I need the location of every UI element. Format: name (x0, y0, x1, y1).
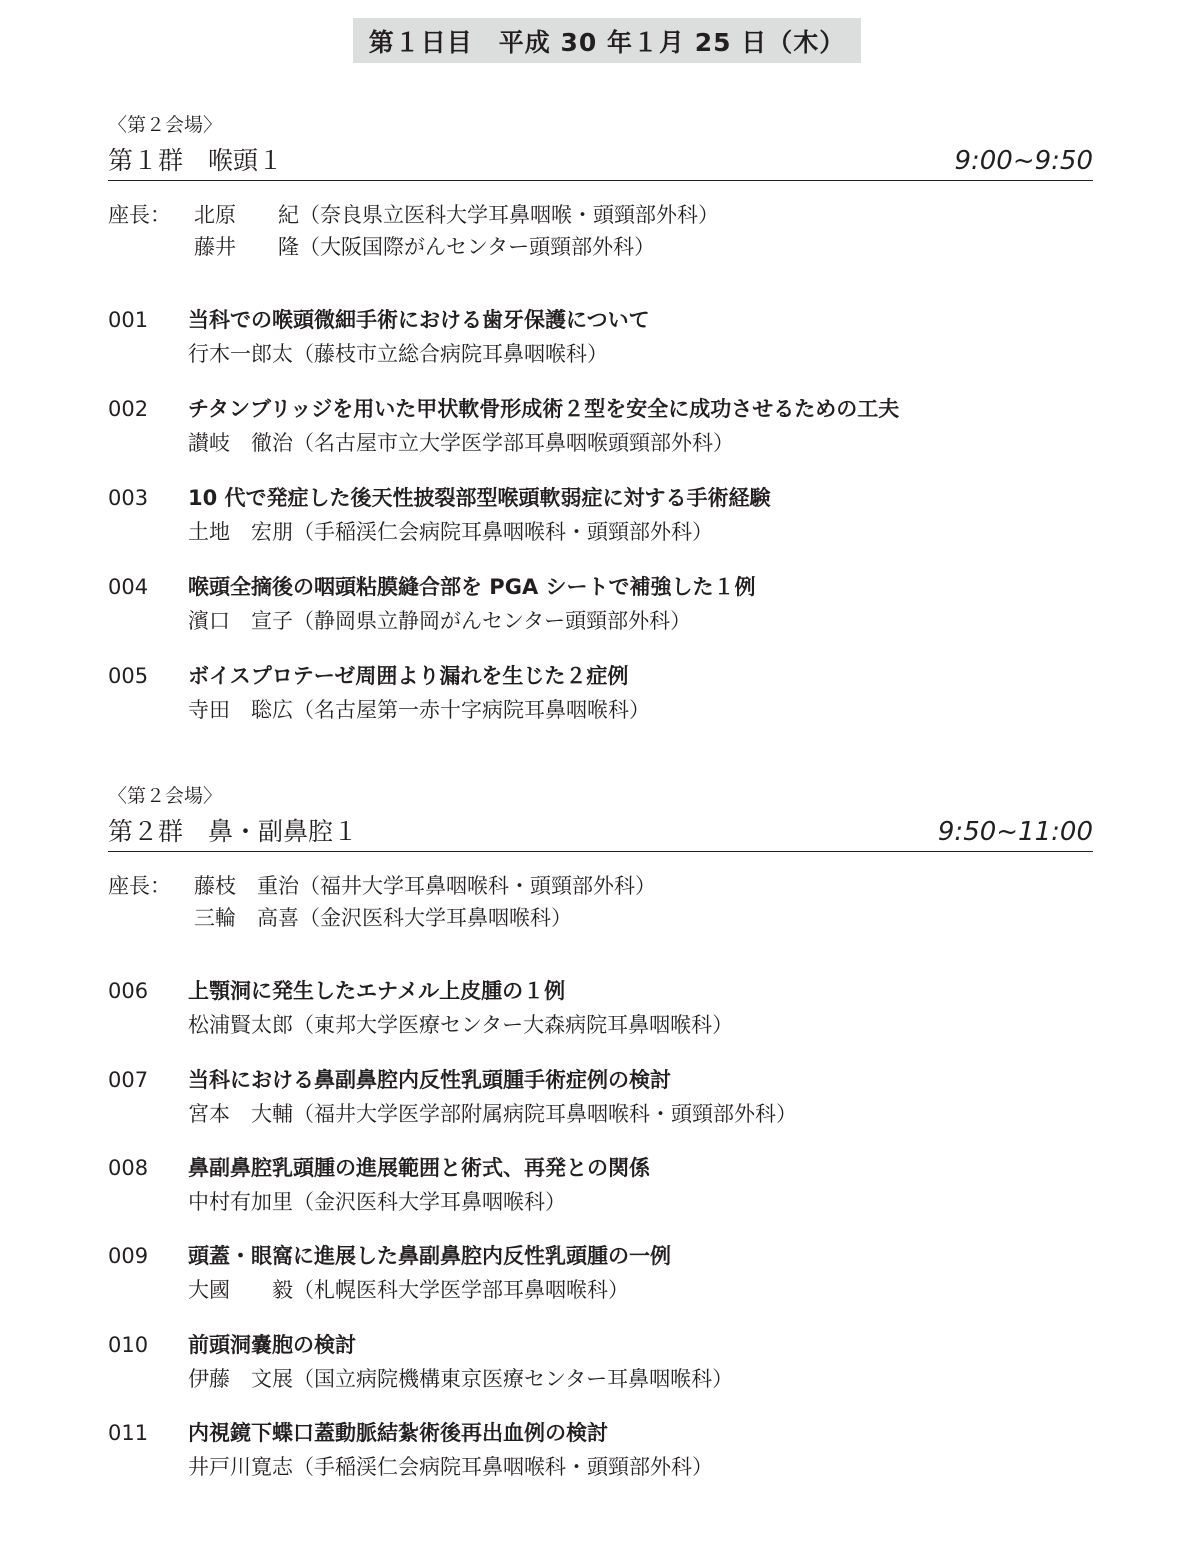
chair-person: 三輪 高喜（金沢医科大学耳鼻咽喉科） (194, 906, 572, 930)
entry-number: 006 (108, 979, 149, 1003)
entry-number: 010 (108, 1333, 149, 1357)
entry-number: 003 (108, 486, 149, 510)
group-header (108, 139, 1093, 181)
entry-title: 内視鏡下蝶口蓋動脈結紮術後再出血例の検討 (188, 1421, 608, 1445)
group-title: 第１群 喉頭１ (108, 146, 284, 175)
entry-author: 行木一郎太（藤枝市立総合病院耳鼻咽喉科） (188, 342, 608, 366)
session-block (108, 782, 1093, 934)
presentation-entry (108, 304, 650, 372)
entry-author: 宮本 大輔（福井大学医学部附属病院耳鼻咽喉科・頭頸部外科） (188, 1102, 797, 1126)
session-block (108, 111, 1093, 263)
entry-title: 頭蓋・眼窩に進展した鼻副鼻腔内反性乳頭腫の一例 (188, 1244, 671, 1268)
venue-label: 〈第２会場〉 (108, 114, 223, 136)
entry-number: 011 (108, 1421, 149, 1445)
entry-author: 濱口 宣子（静岡県立静岡がんセンター頭頸部外科） (188, 609, 692, 633)
group-title: 第２群 鼻・副鼻腔１ (108, 817, 359, 846)
presentation-entry (108, 1329, 733, 1397)
presentation-entry (108, 1417, 713, 1485)
entry-number: 002 (108, 397, 149, 421)
entry-number: 008 (108, 1156, 149, 1180)
entry-author: 土地 宏朋（手稲渓仁会病院耳鼻咽喉科・頭頸部外科） (188, 520, 713, 544)
entry-author: 伊藤 文展（国立病院機構東京医療センター耳鼻咽喉科） (188, 1367, 734, 1391)
entry-number: 004 (108, 575, 149, 599)
entry-author: 松浦賢太郎（東邦大学医療センター大森病院耳鼻咽喉科） (188, 1013, 734, 1037)
entry-author: 大國 毅（札幌医科大学医学部耳鼻咽喉科） (188, 1278, 629, 1302)
chairs (108, 199, 1093, 263)
entry-title: 当科での喉頭微細手術における歯牙保護について (188, 308, 650, 332)
entry-title: チタンブリッジを用いた甲状軟骨形成術２型を安全に成功させるための工夫 (188, 397, 900, 421)
chair-person: 藤井 隆（大阪国際がんセンター頭頸部外科） (194, 235, 656, 259)
group-header (108, 810, 1093, 852)
day-header: 第１日目 平成 30 年１月 25 日（木） (353, 18, 861, 63)
entry-author: 井戸川寛志（手稲渓仁会病院耳鼻咽喉科・頭頸部外科） (188, 1455, 713, 1479)
entry-title: 前頭洞嚢胞の検討 (188, 1333, 356, 1357)
chair-person: 藤枝 重治（福井大学耳鼻咽喉科・頭頸部外科） (194, 874, 656, 898)
chairs-label: 座長： (108, 203, 171, 227)
entry-title: 10 代で発症した後天性披裂部型喉頭軟弱症に対する手術経験 (188, 486, 771, 510)
venue-label: 〈第２会場〉 (108, 785, 223, 807)
entry-author: 寺田 聡広（名古屋第一赤十字病院耳鼻咽喉科） (188, 698, 650, 722)
entry-title: 上顎洞に発生したエナメル上皮腫の１例 (188, 979, 566, 1003)
presentation-entry (108, 1064, 797, 1132)
group-time: 9:50~11:00 (937, 817, 1093, 847)
presentation-entry (108, 1240, 671, 1308)
presentation-entry (108, 660, 650, 728)
entry-title: 当科における鼻副鼻腔内反性乳頭腫手術症例の検討 (188, 1068, 671, 1092)
entry-number: 005 (108, 664, 149, 688)
entry-title: 鼻副鼻腔乳頭腫の進展範囲と術式、再発との関係 (188, 1156, 650, 1180)
presentation-entry (108, 975, 733, 1043)
chairs-label: 座長： (108, 874, 171, 898)
chair-list (194, 870, 656, 934)
chair-person: 北原 紀（奈良県立医科大学耳鼻咽喉・頭頸部外科） (194, 203, 719, 227)
presentation-entry (108, 482, 771, 550)
presentation-entry (108, 571, 756, 639)
entry-number: 007 (108, 1068, 149, 1092)
entry-number: 009 (108, 1244, 149, 1268)
entry-author: 中村有加里（金沢医科大学耳鼻咽喉科） (188, 1190, 566, 1214)
entry-title: 喉頭全摘後の咽頭粘膜縫合部を PGA シートで補強した１例 (188, 575, 756, 599)
presentation-entry (108, 393, 899, 461)
presentation-entry (108, 1152, 650, 1220)
entry-author: 讃岐 徹治（名古屋市立大学医学部耳鼻咽喉頭頸部外科） (188, 431, 734, 455)
chairs (108, 870, 1093, 934)
entry-number: 001 (108, 308, 149, 332)
group-time: 9:00~9:50 (954, 146, 1093, 176)
chair-list (194, 199, 719, 263)
entry-title: ボイスプロテーゼ周囲より漏れを生じた２症例 (188, 664, 629, 688)
